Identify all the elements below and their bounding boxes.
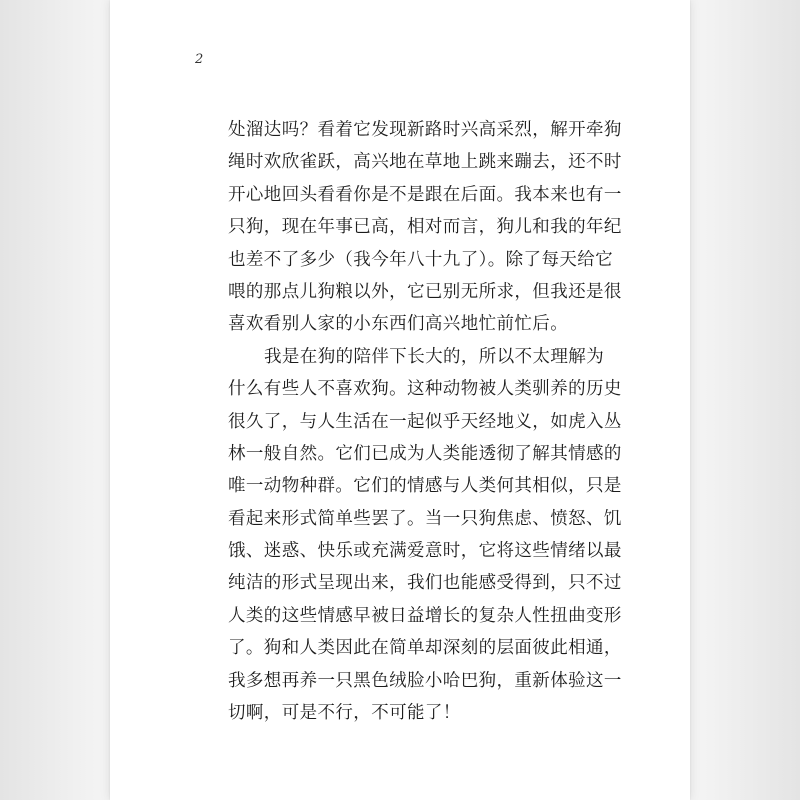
text-line: 喜欢看别人家的小东西们高兴地忙前忙后。 (228, 314, 569, 335)
text-line: 饿、迷惑、快乐或充满爱意时，它将这些情绪以最 (228, 541, 622, 562)
text-line: 唯一动物种群。它们的情感与人类何其相似，只是 (228, 476, 622, 497)
paragraph-1 (228, 114, 698, 341)
text-line: 开心地回头看看你是不是跟在后面。我本来也有一 (228, 184, 622, 205)
paragraph-2 (228, 341, 698, 730)
text-line: 切啊，可是不行，不可能了！ (228, 703, 461, 724)
text-line: 我多想再养一只黑色绒脸小哈巴狗，重新体验这一 (228, 670, 622, 691)
text-line-indented: 我是在狗的陪伴下长大的，所以不太理解为 (264, 346, 605, 367)
text-line: 纯洁的形式呈现出来，我们也能感受得到，只不过 (228, 573, 622, 594)
text-line: 了。狗和人类因此在简单却深刻的层面彼此相通， (228, 638, 622, 659)
text-line: 绳时欢欣雀跃，高兴地在草地上跳来蹦去，还不时 (228, 152, 622, 173)
text-line: 处溜达吗？看着它发现新路时兴高采烈，解开牵狗 (228, 120, 622, 140)
text-line: 林一般自然。它们已成为人类能透彻了解其情感的 (228, 443, 622, 464)
text-line: 看起来形式简单些罢了。当一只狗焦虑、愤怒、饥 (228, 508, 622, 529)
text-line: 喂的那点儿狗粮以外，它已别无所求，但我还是很 (228, 281, 622, 302)
text-line: 也差不了多少（我今年八十九了）。除了每天给它 (228, 249, 614, 270)
text-line: 很久了，与人生活在一起似乎天经地义，如虎入丛 (228, 411, 622, 432)
text-line: 只狗，现在年事已高，相对而言，狗儿和我的年纪 (228, 217, 622, 238)
page-number: 2 (195, 52, 204, 67)
text-line: 什么有些人不喜欢狗。这种动物被人类驯养的历史 (228, 379, 622, 400)
page-body-text (228, 114, 698, 729)
book-page (110, 0, 690, 800)
text-line: 人类的这些情感早被日益增长的复杂人性扭曲变形 (228, 605, 622, 626)
